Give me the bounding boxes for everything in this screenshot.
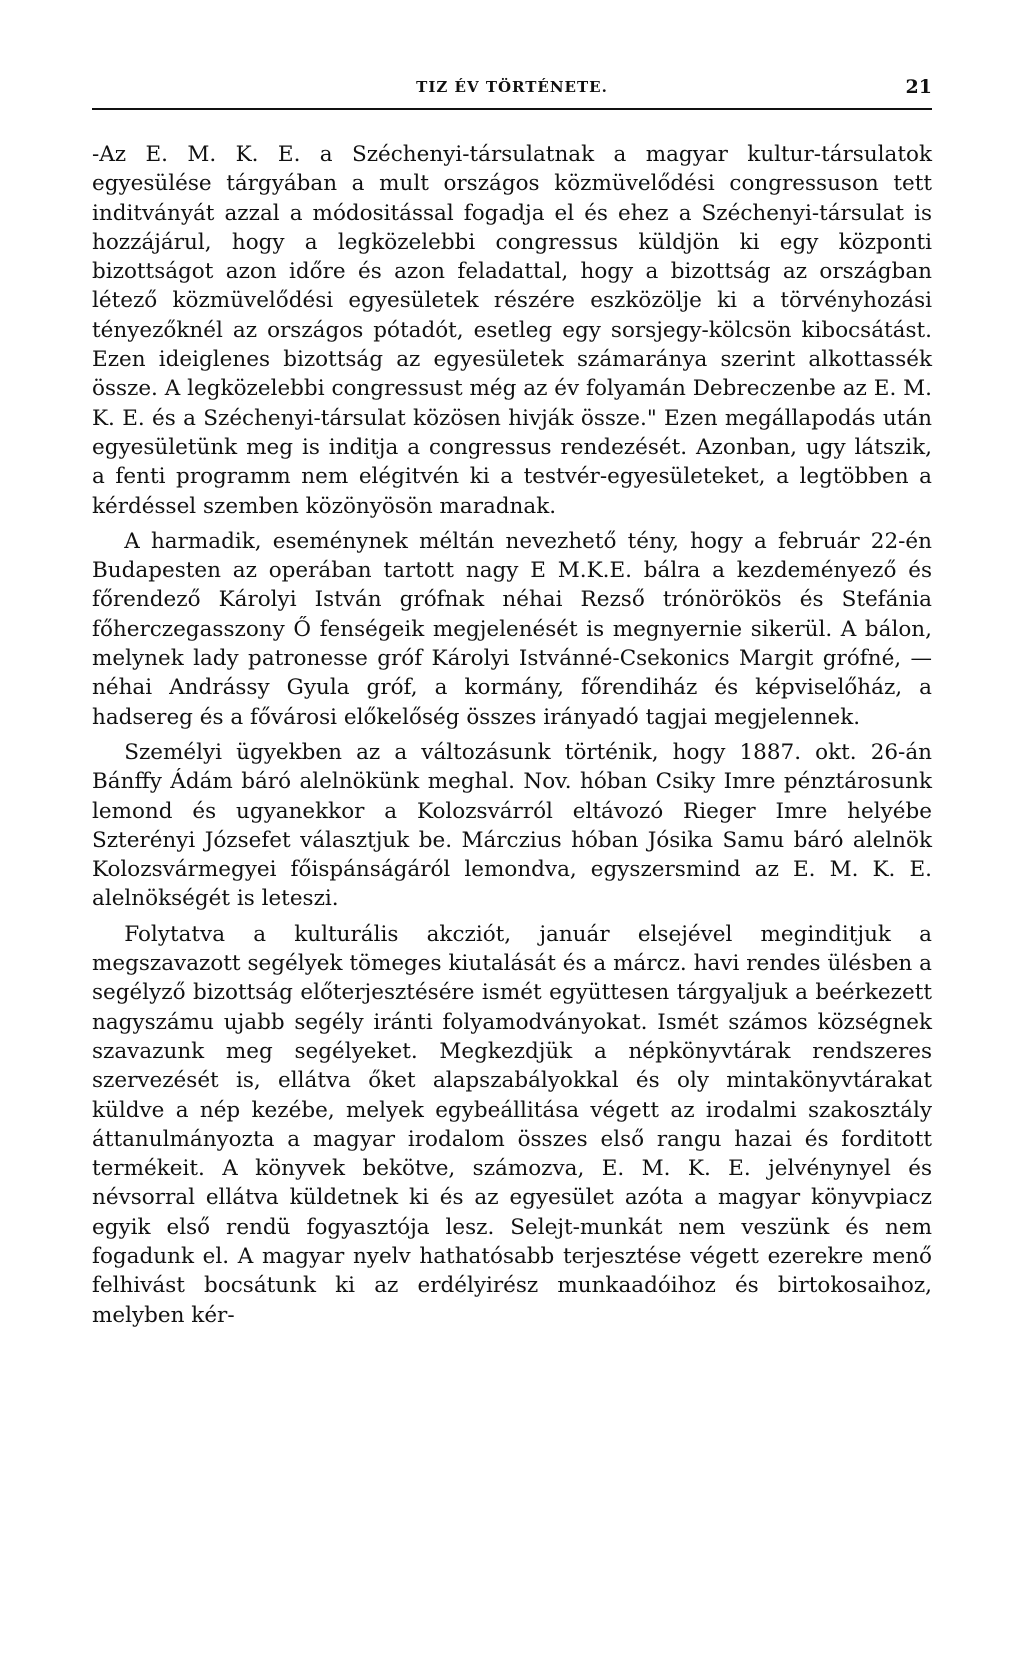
- page-number: 21: [905, 76, 932, 98]
- body-text: [92, 140, 932, 1330]
- paragraph: -Az E. M. K. E. a Széchenyi-társulatnak a magyar kultur-társulatok egyesülése tárgyában a mult országos közmüvelődési congressuson tett inditványát azzal a módositással fogadja el és ehez a Széchenyi-társulat is hozzájárul, hogy a legközelebbi congressus küldjön ki egy központi bizottságot azon időre és azon feladattal, hogy a bizottság az országban létező közmüvelődési egyesületek részére eszközölje ki a törvényhozási tényezőknél az országos pótadót, esetleg egy sorsjegy-kölcsön kibocsátást. Ezen ideiglenes bizottság az egyesületek számaránya szerint alkottassék össze. A legközelebbi congressust még az év folyamán Debreczenbe az E. M. K. E. és a Széchenyi-társulat közösen hivják össze." Ezen megállapodás után egyesületünk meg is inditja a congressus rendezését. Azonban, ugy látszik, a fenti programm nem elégitvén ki a testvér-egyesületeket, a legtöbben a kérdéssel szemben közönyösön maradnak.: [92, 142, 932, 519]
- book-page: [92, 70, 932, 1336]
- paragraph: Személyi ügyekben az a változásunk történik, hogy 1887. okt. 26-án Bánffy Ádám báró alelnökünk meghal. Nov. hóban Csiky Imre pénztárosunk lemond és ugyanekkor a Kolozsvárról eltávozó Rieger Imre helyébe Szterényi Józsefet választjuk be. Márczius hóban Jósika Samu báró alelnök Kolozsvármegyei főispánságáról lemondva, egyszersmind az E. M. K. E. alelnökségét is leteszi.: [92, 739, 932, 912]
- running-header: [92, 70, 932, 110]
- running-title: TIZ ÉV TÖRTÉNETE.: [416, 78, 608, 96]
- paragraph: Folytatva a kulturális akcziót, január elsejével meginditjuk a megszavazott segélyek tömeges kiutalását és a márcz. havi rendes ülésben a segélyző bizottság előterjesztésére ismét együttesen tárgyaljuk a beérkezett nagyszámu ujabb segély iránti folyamodványokat. Ismét számos községnek szavazunk meg segélyeket. Megkezdjük a népkönyvtárak rendszeres szervezését is, ellátva őket alapszabályokkal és oly mintakönyvtárakat küldve a nép kezébe, melyek egybeállitása végett az irodalmi szakosztály áttanulmányozta a magyar irodalom összes első rangu hazai és forditott termékeit. A könyvek bekötve, számozva, E. M. K. E. jelvénynyel és névsorral ellátva küldetnek ki és az egyesület azóta a magyar könyvpiacz egyik első rendü fogyasztója lesz. Selejt-munkát nem veszünk és nem fogadunk el. A magyar nyelv hathatósabb terjesztése végett ezerekre menő felhivást bocsátunk ki az erdélyirész munkaadóihoz és birtokosaihoz, melyben kér-: [92, 921, 932, 1328]
- paragraph: A harmadik, eseménynek méltán nevezhető tény, hogy a február 22-én Budapesten az operában tartott nagy E M.K.E. bálra a kezdeményező és főrendező Károlyi István grófnak néhai Rezső trónörökös és Stefánia főherczegasszony Ő fenségeik megjelenését is megnyernie sikerül. A bálon, melynek lady patronesse gróf Károlyi Istvánné-Csekonics Margit grófné, — néhai Andrássy Gyula gróf, a kormány, főrendiház és képviselőház, a hadsereg és a fővárosi előkelőség összes irányadó tagjai megjelennek.: [92, 528, 932, 730]
